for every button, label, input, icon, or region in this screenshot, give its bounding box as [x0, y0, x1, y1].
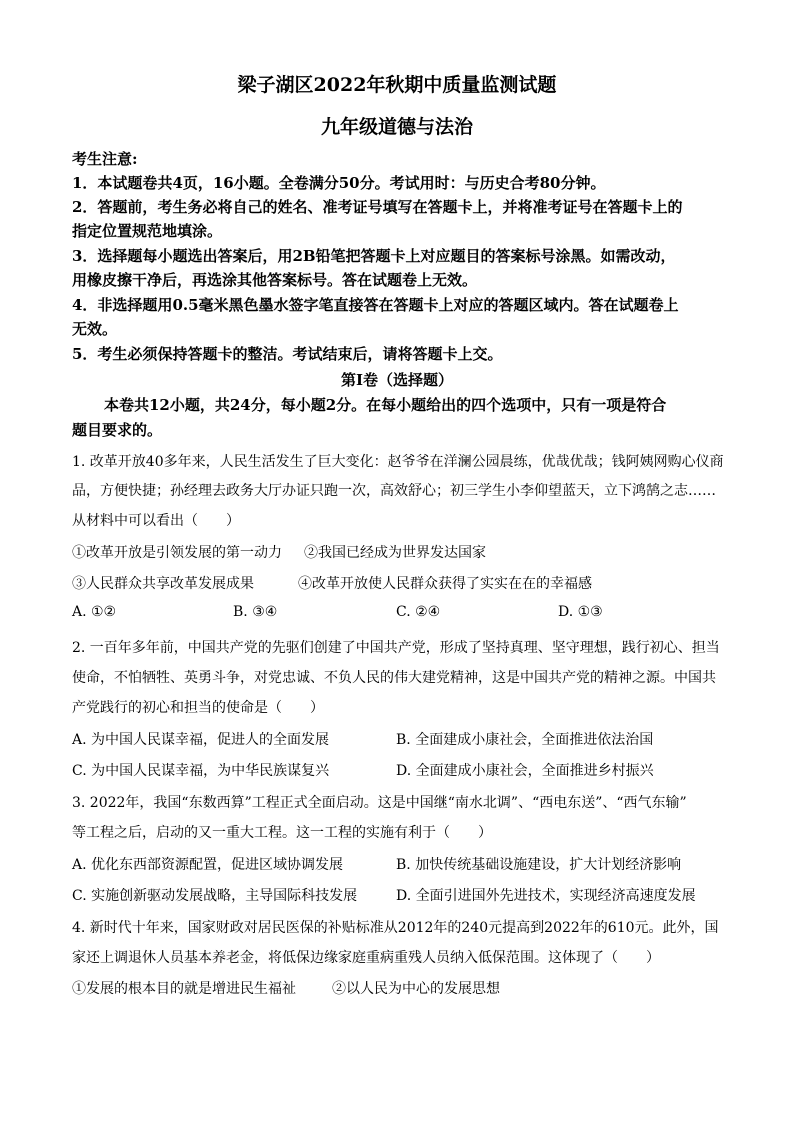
option-a: A. ①②: [72, 604, 117, 620]
option-b: B. 加快传统基础设施建设，扩大计划经济影响: [396, 857, 682, 873]
statement: ④改革开放使人民群众获得了实实在在的幸福感: [298, 576, 592, 592]
option-d: D. ①③: [558, 604, 603, 620]
question-stem: 1. 改革开放40多年来，人民生活发生了巨大变化：赵爷爷在洋澜公园晨练，优哉优哉；钱阿姨网购心仪商: [72, 454, 724, 470]
statement: ②我国已经成为世界发达国家: [304, 545, 486, 561]
option-a: A. 优化东西部资源配置，促进区域协调发展: [72, 857, 344, 873]
option-b: B. ③④: [233, 604, 278, 620]
question-stem: 使命，不怕牺牲、英勇斗争，对党忠诚、不负人民的伟大建党精神，这是中国共产党的精神之源。中国共: [72, 670, 716, 686]
option-d: D. 全面引进国外先进技术，实现经济高速度发展: [396, 888, 696, 904]
option-c: C. 实施创新驱动发展战略，主导国际科技发展: [72, 888, 358, 904]
statement: ③人民群众共享改革发展成果: [72, 576, 254, 592]
statement: ①改革开放是引领发展的第一动力: [72, 545, 282, 561]
statement: ②以人民为中心的发展思想: [332, 981, 500, 997]
question-stem: 产党践行的初心和担当的使命是（ ）: [72, 700, 324, 716]
option-c: C. 为中国人民谋幸福，为中华民族谋复兴: [72, 763, 330, 779]
question-stem: 家还上调退休人员基本养老金，将低保边缘家庭重病重残人员纳入低保范围。这体现了（ ）: [72, 950, 660, 966]
notice-line: 1．本试题卷共4页，16小题。全卷满分50分。考试用时：与历史合考80分钟。: [72, 174, 606, 192]
statement: ①发展的根本目的就是增进民生福祉: [72, 981, 296, 997]
question-stem: 2. 一百年多年前，中国共产党的先驱们创建了中国共产党，形成了坚持真理、坚守理想，践行初心、担当: [72, 640, 720, 656]
question-stem: 从材料中可以看出（ ）: [72, 513, 240, 529]
section-intro: 本卷共12小题，共24分，每小题2分。在每小题给出的四个选项中，只有一项是符合: [104, 396, 667, 414]
section-intro: 题目要求的。: [72, 421, 163, 439]
section-title: 第I卷（选择题）: [340, 371, 454, 389]
notice-heading: 考生注意:: [72, 150, 138, 168]
notice-line: 2．答题前，考生务必将自己的姓名、准考证号填写在答题卡上，并将准考证号在答题卡上的: [72, 198, 683, 216]
notice-line: 3．选择题每小题选出答案后，用2B铅笔把答题卡上对应题目的答案标号涂黑。如需改动，: [72, 247, 676, 265]
question-stem: 等工程之后，启动的又一重大工程。这一工程的实施有利于（ ）: [72, 825, 492, 841]
question-stem: 品，方便快捷；孙经理去政务大厅办证只跑一次，高效舒心；初三学生小李仰望蓝天，立下鸿鹄之志……: [72, 483, 716, 499]
option-b: B. 全面建成小康社会，全面推进依法治国: [396, 732, 654, 748]
question-stem: 4. 新时代十年来，国家财政对居民医保的补贴标准从2012年的240元提高到2022年的610元。此外，国: [72, 920, 719, 936]
exam-subtitle: 九年级道德与法治: [320, 116, 473, 138]
notice-line: 5．考生必须保持答题卡的整洁。考试结束后，请将答题卡上交。: [72, 345, 503, 363]
notice-line: 4．非选择题用0.5毫米黑色墨水签字笔直接答在答题卡上对应的答题区域内。答在试题卷上: [72, 296, 679, 314]
notice-line: 指定位置规范地填涂。: [72, 222, 223, 240]
option-a: A. 为中国人民谋幸福，促进人的全面发展: [72, 732, 330, 748]
option-d: D. 全面建成小康社会，全面推进乡村振兴: [396, 763, 654, 779]
question-stem: 3. 2022年，我国“东数西算”工程正式全面启动。这是中国继“南水北调”、“西电东送”、“西气东输”: [72, 795, 687, 811]
notice-line: 无效。: [72, 320, 118, 338]
notice-line: 用橡皮擦干净后，再选涂其他答案标号。答在试题卷上无效。: [72, 271, 478, 289]
exam-title: 梁子湖区2022年秋期中质量监测试题: [237, 74, 557, 96]
option-c: C. ②④: [396, 604, 441, 620]
